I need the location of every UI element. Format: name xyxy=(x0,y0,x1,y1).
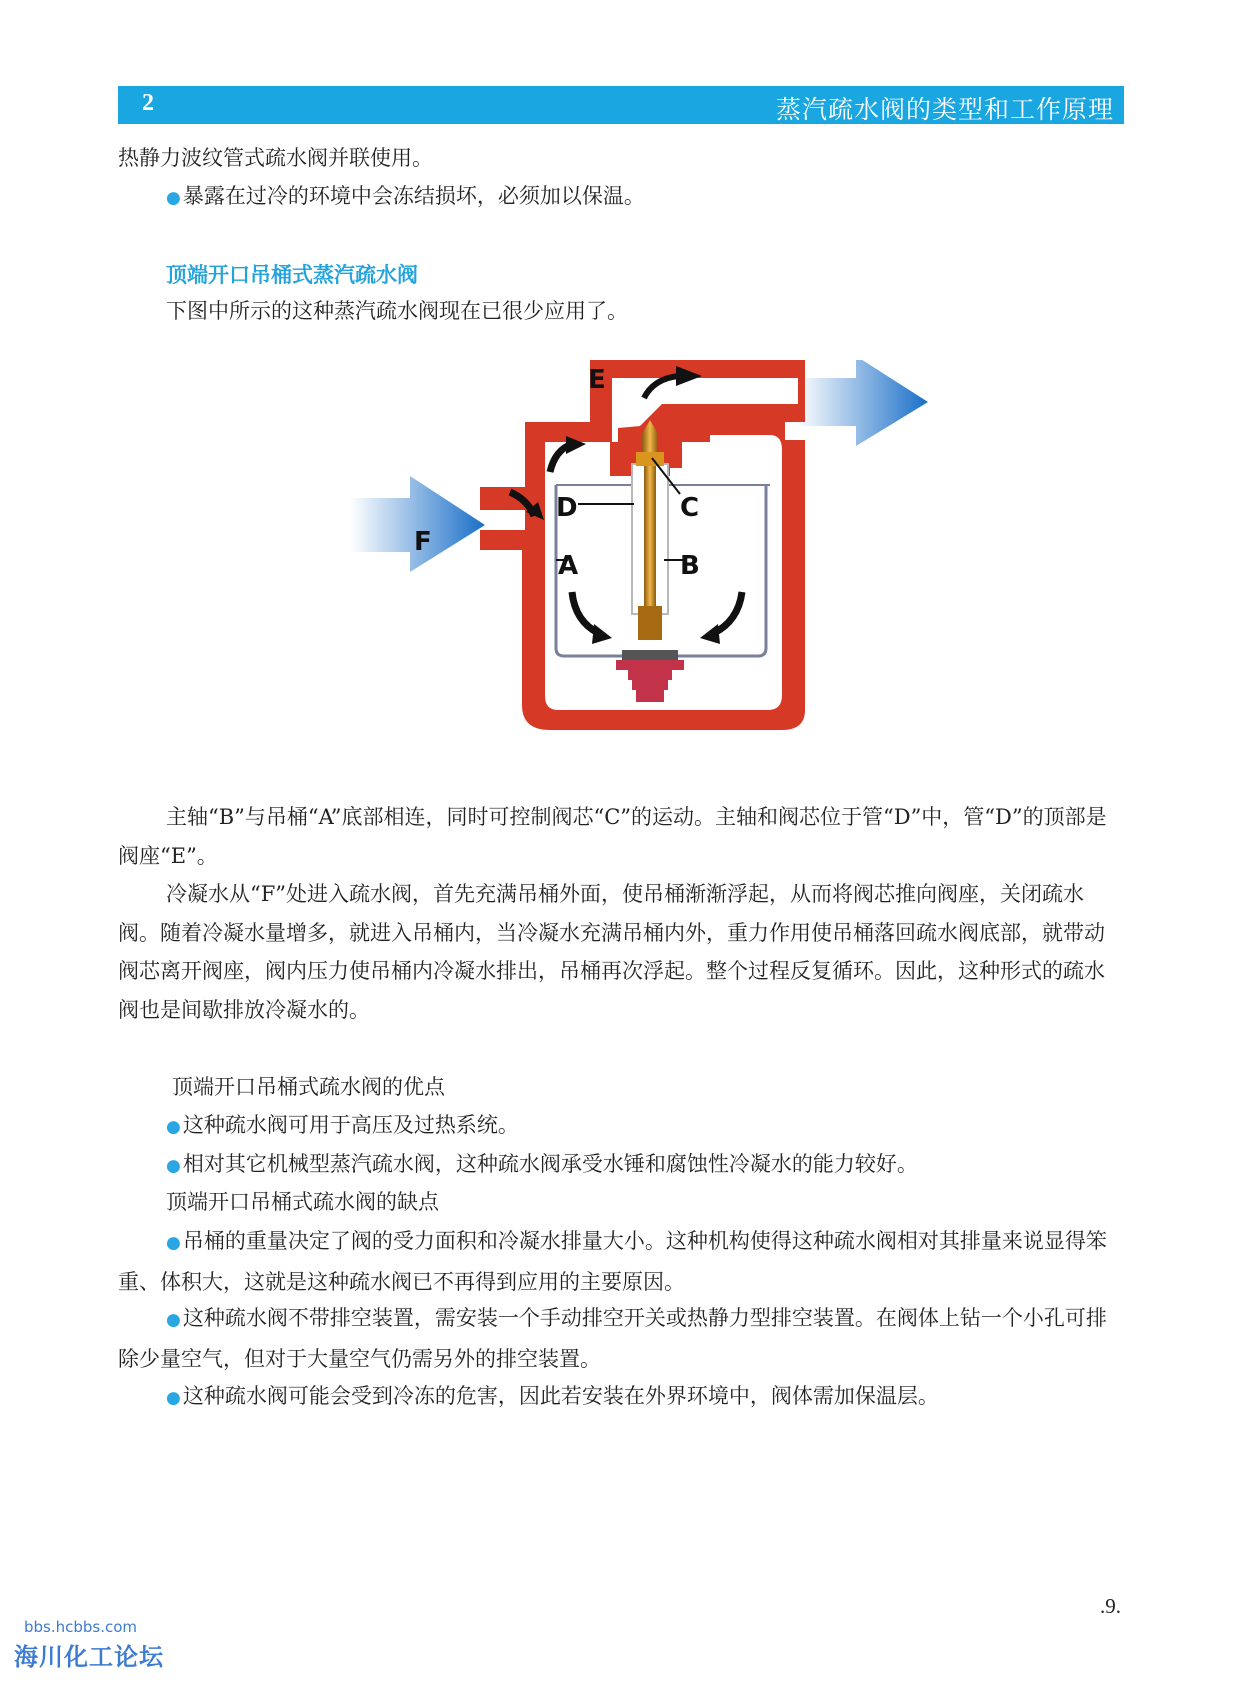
outlet-arrow-icon xyxy=(796,360,928,446)
advantages-title: 顶端开口吊桶式疏水阀的优点 xyxy=(172,1075,445,1099)
body-paragraph-2: 冷凝水从“F”处进入疏水阀，首先充满吊桶外面，使吊桶渐渐浮起，从而将阀芯推向阀座，关闭疏水阀。随着冷凝水量增多，就进入吊桶内，当冷凝水充满吊桶内外，重力作用使吊桶落回疏水阀底部，就带动阀芯离开阀座，阀内压力使吊桶内冷凝水排出，吊桶再次浮起。整个过程反复循环。因此，这种形式的疏水阀也是间歇排放冷凝水的。 xyxy=(118,882,1105,1022)
label-a: A xyxy=(558,551,579,581)
bullet-dot-icon: ● xyxy=(166,1310,181,1330)
continued-line: 热静力波纹管式疏水阀并联使用。 xyxy=(118,146,433,170)
disadvantage-item: ●这种疏水阀不带排空装置，需安装一个手动排空开关或热静力型排空装置。在阀体上钻一个小孔可排除少量空气，但对于大量空气仍需另外的排空装置。 xyxy=(118,1306,1107,1371)
label-d: D xyxy=(556,493,578,523)
section-heading: 顶端开口吊桶式蒸汽疏水阀 xyxy=(166,262,418,287)
chapter-header-bar xyxy=(118,86,1124,124)
bullet-item xyxy=(118,177,1124,218)
disadvantages-title: 顶端开口吊桶式疏水阀的缺点 xyxy=(166,1190,439,1214)
bullet-dot-icon: ● xyxy=(166,1156,181,1176)
disadvantage-item: ●这种疏水阀可能会受到冷冻的危害，因此若安装在外界环境中，阀体需加保温层。 xyxy=(166,1384,939,1408)
label-c: C xyxy=(680,493,700,523)
body-paragraph-1: 主轴“B”与吊桶“A”底部相连，同时可控制阀芯“C”的运动。主轴和阀芯位于管“D”中，管“D”的顶部是阀座“E”。 xyxy=(118,805,1107,868)
watermark-url: bbs.hcbbs.com xyxy=(24,1618,138,1636)
page-number: .9. xyxy=(1100,1594,1121,1618)
advantage-item: ●相对其它机械型蒸汽疏水阀，这种疏水阀承受水锤和腐蚀性冷凝水的能力较好。 xyxy=(166,1152,918,1176)
bullet-dot-icon: ● xyxy=(166,188,181,208)
watermark-name: 海川化工论坛 xyxy=(14,1643,164,1671)
inlet-arrow-icon xyxy=(350,476,485,572)
label-b: B xyxy=(680,551,700,581)
bullet-dot-icon: ● xyxy=(166,1388,181,1408)
bullet-text: 暴露在过冷的环境中会冻结损坏，必须加以保温。 xyxy=(182,184,645,208)
label-f: F xyxy=(414,527,432,557)
disadvantage-item: ●吊桶的重量决定了阀的受力面积和冷凝水排量大小。这种机构使得这种疏水阀相对其排量来说显得笨重、体积大，这就是这种疏水阀已不再得到应用的主要原因。 xyxy=(118,1229,1107,1294)
bullet-dot-icon: ● xyxy=(166,1117,181,1137)
bullet-dot-icon: ● xyxy=(166,1233,181,1253)
chapter-number: 2 xyxy=(142,90,154,116)
section-lead: 下图中所示的这种蒸汽疏水阀现在已很少应用了。 xyxy=(166,299,628,323)
advantage-item: ●这种疏水阀可用于高压及过热系统。 xyxy=(166,1113,519,1137)
chapter-title: 蒸汽疏水阀的类型和工作原理 xyxy=(775,95,1114,124)
valve-seat-stack xyxy=(622,650,678,660)
label-e: E xyxy=(588,365,606,395)
bucket-trap-diagram xyxy=(350,360,950,770)
